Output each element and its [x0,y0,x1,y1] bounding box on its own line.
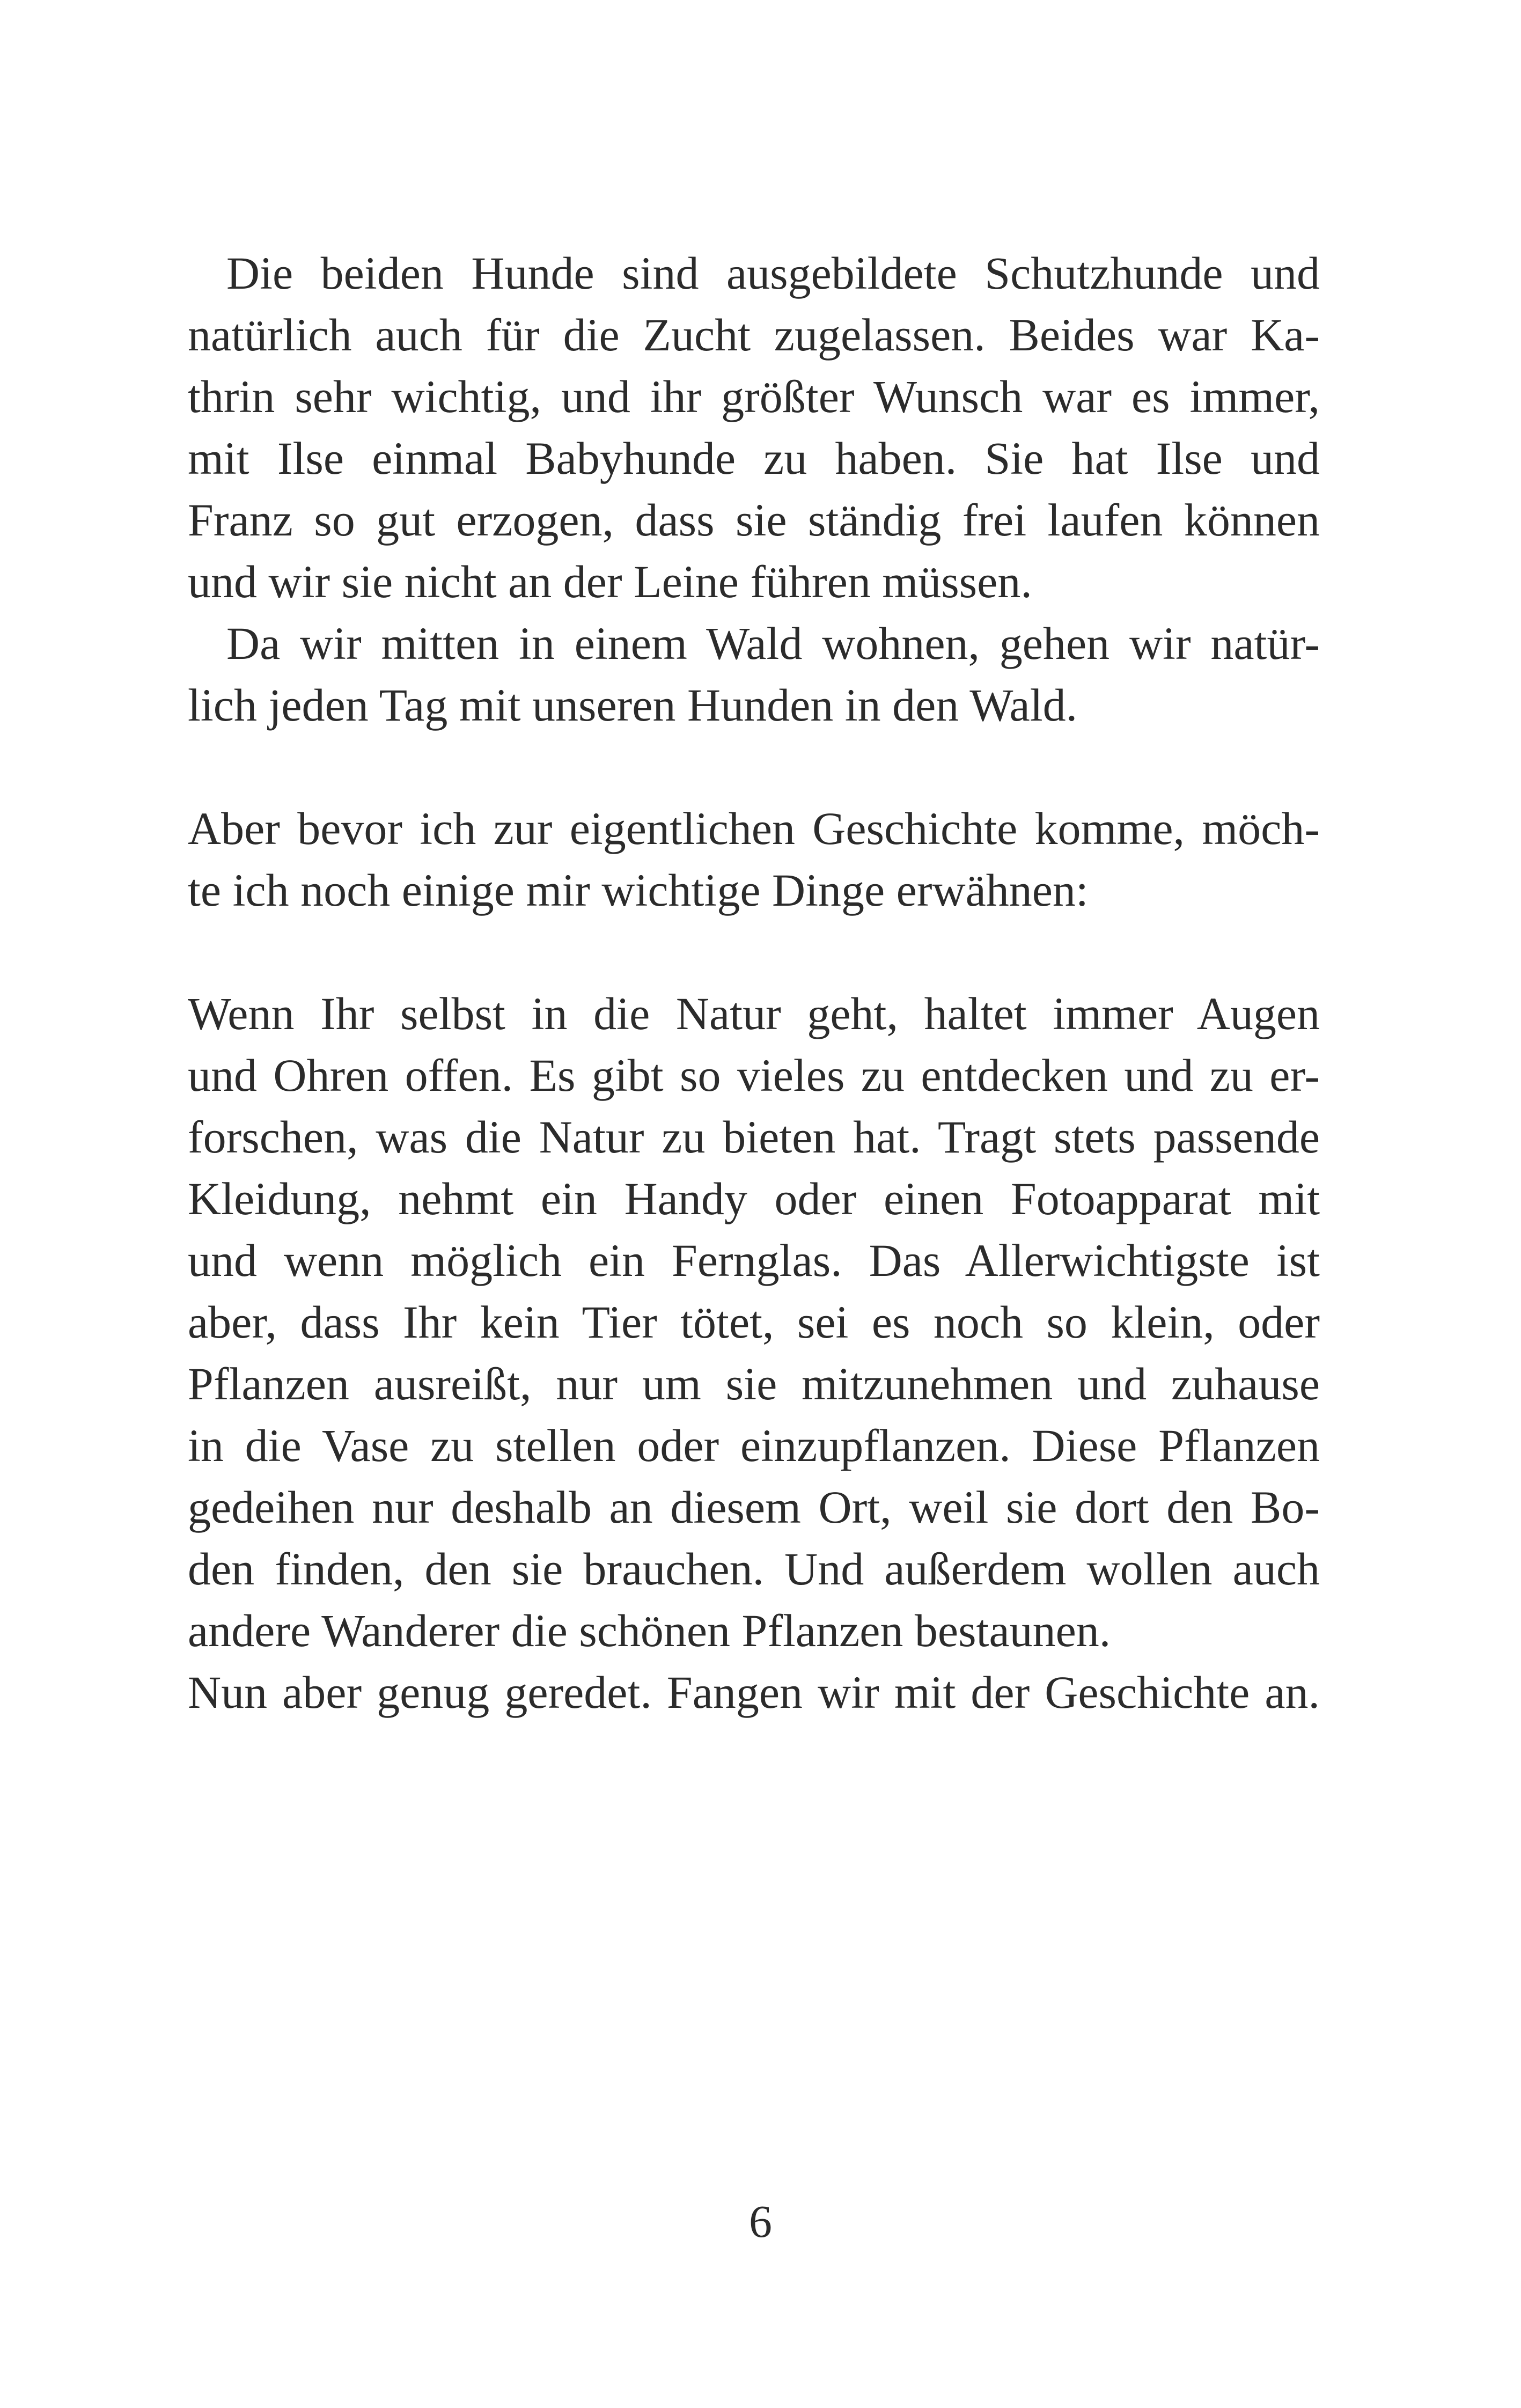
text-line: Franz so gut erzogen, dass sie ständig frei laufen können [188,494,1320,546]
text-line: Aber bevor ich zur eigentlichen Geschichte komme, möch- [188,803,1320,854]
text-line: te ich noch einige mir wichtige Dinge erwähnen: [188,864,1089,916]
text-line: lich jeden Tag mit unseren Hunden in den Wald. [188,679,1078,731]
text-line: und wenn möglich ein Fernglas. Das Allerwichtigste ist [188,1235,1320,1286]
text-line: Da wir mitten in einem Wald wohnen, gehen wir natür- [226,618,1320,669]
paragraph-start-story [188,1662,1320,1723]
text-line: Pflanzen ausreißt, nur um sie mitzunehmen und zuhause [188,1358,1320,1409]
text-line: natürlich auch für die Zucht zugelassen. Beides war Ka- [188,309,1320,361]
text-line: Die beiden Hunde sind ausgebildete Schutzhunde und [226,247,1320,299]
text-line: mit Ilse einmal Babyhunde zu haben. Sie hat Ilse und [188,432,1320,484]
text-line: und Ohren offen. Es gibt so vieles zu entdecken und zu er- [188,1049,1320,1101]
text-line: thrin sehr wichtig, und ihr größter Wunsch war es immer, [188,371,1320,422]
text-line: aber, dass Ihr kein Tier tötet, sei es noch so klein, oder [188,1296,1320,1348]
paragraph-forest-walks [188,613,1320,736]
text-line: forschen, was die Natur zu bieten hat. Tragt stets passende [188,1111,1320,1163]
text-line: Nun aber genug geredet. Fangen wir mit der Geschichte an. [188,1666,1320,1718]
text-line: gedeihen nur deshalb an diesem Ort, weil sie dort den Bo- [188,1481,1320,1533]
text-line: Kleidung, nehmt ein Handy oder einen Fotoapparat mit [188,1173,1320,1224]
paragraph-before-story [188,798,1320,921]
text-line: den finden, den sie brauchen. Und außerdem wollen auch [188,1543,1320,1595]
page-number: 6 [749,2196,772,2247]
text-line: in die Vase zu stellen oder einzupflanzen. Diese Pflanzen [188,1420,1320,1471]
paragraph-nature-advice [188,983,1320,1662]
text-line: Wenn Ihr selbst in die Natur geht, haltet immer Augen [188,988,1320,1039]
text-line: und wir sie nicht an der Leine führen müssen. [188,556,1032,607]
text-line: andere Wanderer die schönen Pflanzen bestaunen. [188,1605,1111,1656]
paragraph-dogs-training [188,243,1320,613]
